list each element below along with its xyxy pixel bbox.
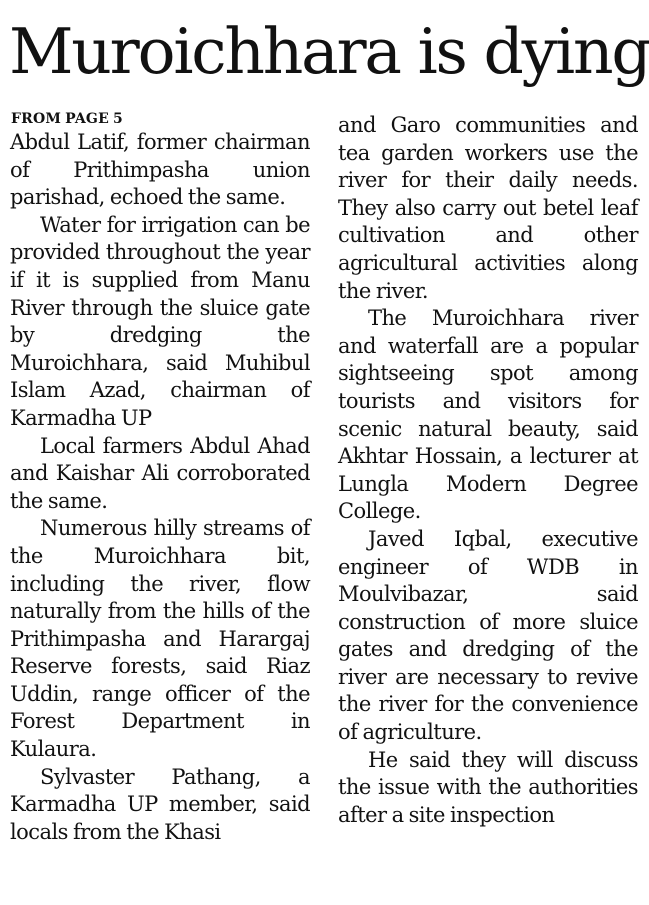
paragraph: Local farmers Abdul Ahad and Kaishar Ali corroborated the same. bbox=[10, 433, 310, 513]
paragraph: and Garo communities and tea garden workers use the river for their daily needs. They also carry out betel leaf cultivation and other agricultural activities along the river. bbox=[338, 113, 638, 303]
paragraph: Water for irrigation can be provided throughout the year if it is supplied from Manu River through the sluice gate by dredging the Muroichhara, said Muhibul Islam Azad, chairman of Karmadha UP bbox=[10, 212, 310, 430]
headline: Muroichhara is dying bbox=[9, 15, 649, 88]
paragraph: Numerous hilly streams of the Muroichhara bit, including the river, flow naturally from the hills of the Prithimpasha and Harargaj Reserve forests, said Riaz Uddin, range officer of the Forest Department in Kulaura. bbox=[10, 516, 310, 762]
paragraph: Javed Iqbal, executive engineer of WDB in Moulvibazar, said construction of more sluice gates and dredging of the river are necessary to revive the river for the convenience of agriculture. bbox=[338, 526, 638, 745]
paragraph: Sylvaster Pathang, a Karmadha UP member, said locals from the Khasi bbox=[10, 764, 310, 844]
paragraph: He said they will discuss the issue with the authorities after a site inspection bbox=[338, 747, 638, 827]
continued-from-label: FROM PAGE 5 bbox=[11, 111, 123, 127]
article-column-right bbox=[338, 112, 638, 829]
paragraph: The Muroichhara river and waterfall are a popular sightseeing spot among tourists and visitors for scenic natural beauty, said Akhtar Hossain, a lecturer at Lungla Modern Degree College. bbox=[338, 306, 638, 524]
article-column-left bbox=[10, 109, 310, 846]
paragraph: Abdul Latif, former chairman of Prithimpasha union parishad, echoed the same. bbox=[10, 130, 310, 210]
